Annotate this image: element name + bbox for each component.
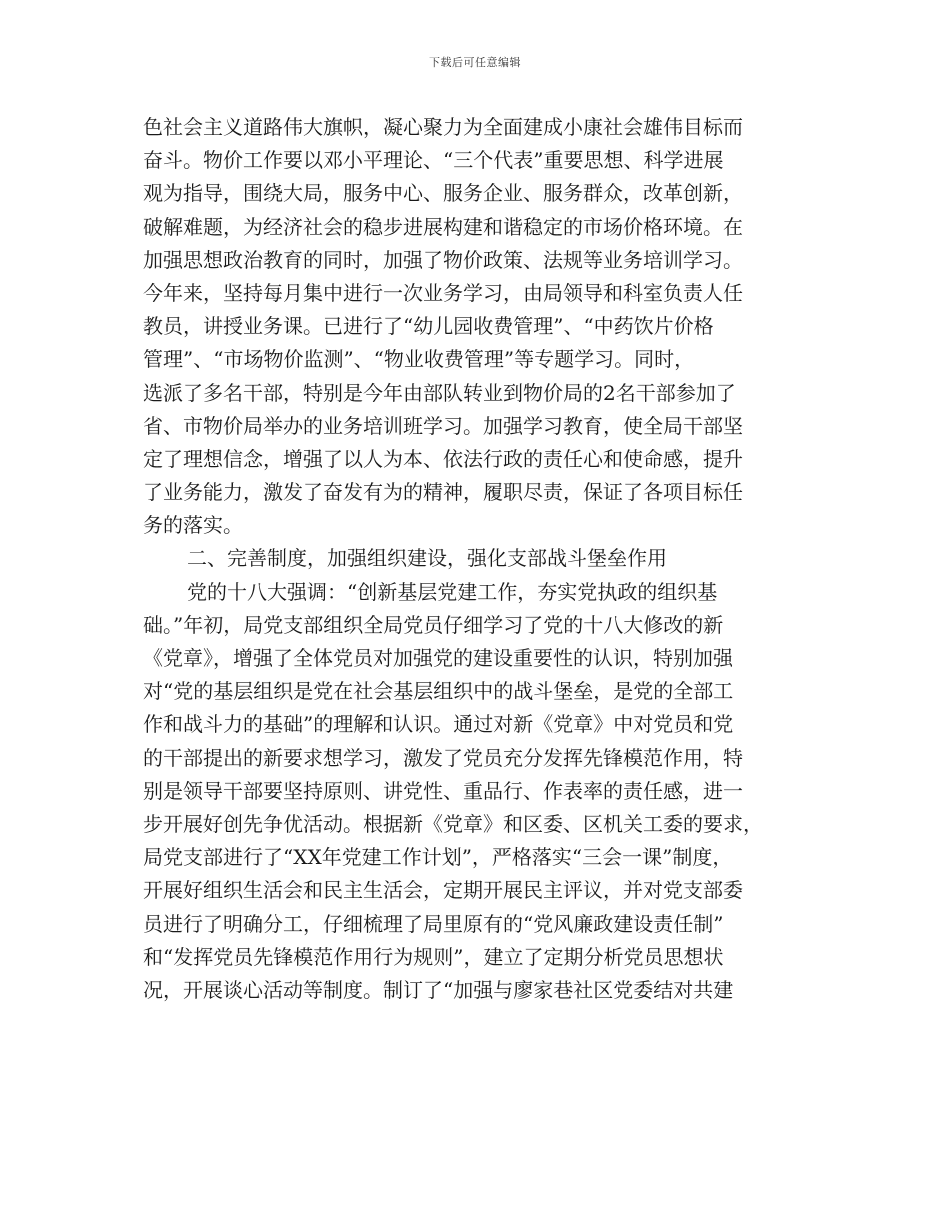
text-line: 观为指导，围绕大局，服务中心、服务企业、服务群众，改革创新， — [143, 181, 743, 206]
text-line: 今年来，坚持每月集中进行一次业务学习，由局领导和科室负责人任 — [143, 280, 743, 305]
section-heading: 二、完善制度，加强组织建设，强化支部战斗堡垒作用 — [187, 546, 667, 571]
document-body — [143, 111, 811, 1007]
text-line: 加强思想政治教育的同时，加强了物价政策、法规等业务培训学习。 — [143, 247, 743, 272]
page-header: 下载后可任意编辑 — [429, 56, 521, 69]
text-line: 选派了多名干部，特别是今年由部队转业到物价局的2名干部参加了 — [143, 380, 736, 405]
text-line: 奋斗。物价工作要以邓小平理论、“三个代表”重要思想、科学进展 — [143, 148, 724, 173]
text-line: 对“党的基层组织是党在社会基层组织中的战斗堡垒，是党的全部工 — [143, 679, 734, 704]
text-line: 况，开展谈心活动等制度。制订了“加强与廖家巷社区党委结对共建 — [143, 977, 734, 1002]
text-line: 教员，讲授业务课。已进行了“幼儿园收费管理”、“中药饮片价格 — [143, 314, 714, 339]
text-line: 省、市物价局举办的业务培训班学习。加强学习教育，使全局干部坚 — [143, 413, 743, 438]
text-line: 色社会主义道路伟大旗帜，凝心聚力为全面建成小康社会雄伟目标而 — [143, 115, 743, 139]
text-line: 务的落实。 — [143, 513, 243, 538]
text-line: 《党章》，增强了全体党员对加强党的建设重要性的认识，特别加强 — [143, 646, 733, 670]
paragraph-first-line: 党的十八大强调：“创新基层党建工作，夯实党执政的组织基 — [187, 579, 718, 604]
text-line: 的干部提出的新要求想学习，激发了党员充分发挥先锋模范作用，特 — [143, 745, 743, 770]
text-line: 作和战斗力的基础”的理解和认识。通过对新《党章》中对党员和党 — [143, 712, 734, 737]
text-line: 管理”、“市场物价监测”、“物业收费管理”等专题学习。同时， — [143, 347, 695, 372]
text-line: 定了理想信念，增强了以人为本、依法行政的责任心和使命感，提升 — [143, 446, 743, 471]
text-line: 别是领导干部要坚持原则、讲党性、重品行、作表率的责任感，进一 — [143, 778, 743, 803]
text-line: 破解难题，为经济社会的稳步进展构建和谐稳定的市场价格环境。在 — [143, 214, 743, 239]
text-line: 员进行了明确分工，仔细梳理了局里原有的“党风廉政建设责任制” — [143, 911, 724, 936]
text-line: 和“发挥党员先锋模范作用行为规则”，建立了定期分析党员思想状 — [143, 944, 724, 969]
text-line: 开展好组织生活会和民主生活会，定期开展民主评议，并对党支部委 — [143, 878, 743, 903]
text-line: 础。”年初，局党支部组织全局党员仔细学习了党的十八大修改的新 — [143, 612, 724, 637]
text-line: 局党支部进行了“XX年党建工作计划”，严格落实“三会一课”制度， — [143, 845, 733, 870]
text-line: 了业务能力，激发了奋发有为的精神，履职尽责，保证了各项目标任 — [143, 480, 743, 505]
text-line: 步开展好创先争优活动。根据新《党章》和区委、区机关工委的要求， — [143, 811, 763, 836]
